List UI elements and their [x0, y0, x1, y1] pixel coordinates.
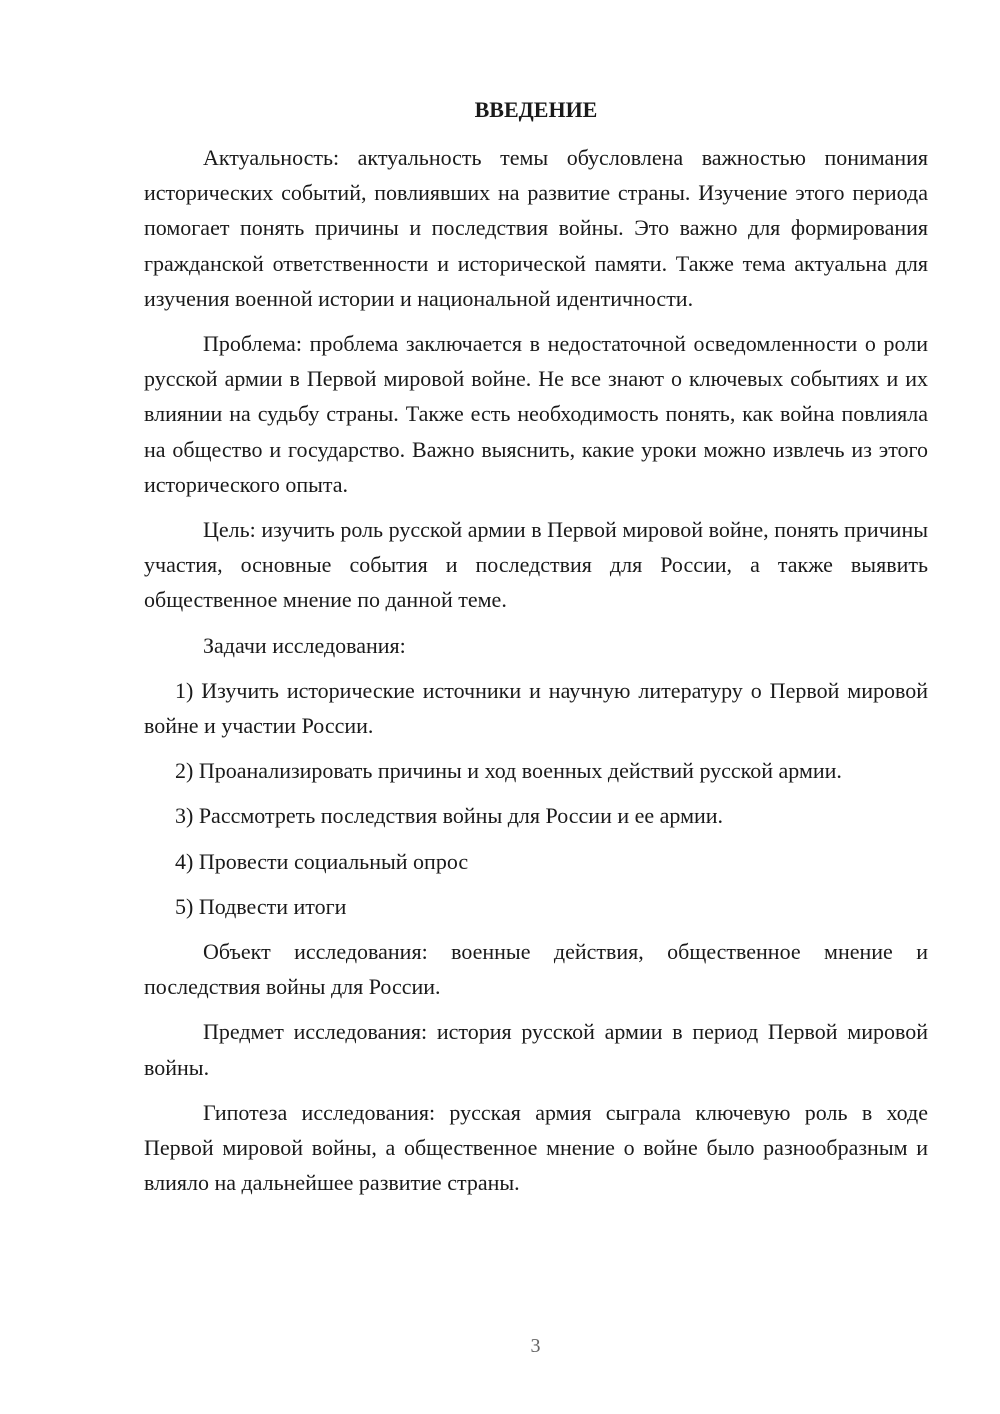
object-paragraph: Объект исследования: военные действия, общественное мнение и последствия войны для России. [144, 939, 928, 1000]
task-item-4: 4) Провести социальный опрос [175, 848, 469, 874]
hypothesis-paragraph: Гипотеза исследования: русская армия сыграла ключевую роль в ходе Первой мировой войны, а общественное мнение о войне было разнообразным и влияло на дальнейшее развитие страны. [144, 1099, 928, 1196]
subject-paragraph: Предмет исследования: история русской армии в период Первой мировой войны. [144, 1019, 928, 1080]
goal-paragraph: Цель: изучить роль русской армии в Первой мировой войне, понять причины участия, основные события и последствия для России, а также выявить общественное мнение по данной теме. [144, 517, 928, 613]
task-item-1: 1) Изучить исторические источники и научную литературу о Первой мировой войне и участии России. [144, 677, 928, 739]
tasks-intro: Задачи исследования: [203, 632, 406, 658]
task-item-3: 3) Рассмотреть последствия войны для России и ее армии. [175, 803, 724, 829]
relevance-paragraph: Актуальность: актуальность темы обусловлена важностью понимания исторических событий, повлиявших на развитие страны. Изучение этого периода помогает понять причины и последствия войны. Это важно для формирования гражданской ответственности и исторической памяти. Также тема актуальна для изучения военной истории и национальной идентичности. [144, 145, 928, 311]
task-item-5: 5) Подвести итоги [175, 893, 347, 919]
task-item-2: 2) Проанализировать причины и ход военных действий русской армии. [175, 758, 842, 784]
page-content [144, 92, 928, 1210]
problem-paragraph: Проблема: проблема заключается в недостаточной осведомленности о роли русской армии в Первой мировой войне. Не все знают о ключевых событиях и их влиянии на судьбу страны. Также есть необходимость понять, как война повлияла на общество и государство. Важно выяснить, какие уроки можно извлечь из этого исторического опыта. [144, 331, 928, 497]
page-number: 3 [530, 1335, 541, 1357]
section-heading: ВВЕДЕНИЕ [474, 97, 598, 122]
